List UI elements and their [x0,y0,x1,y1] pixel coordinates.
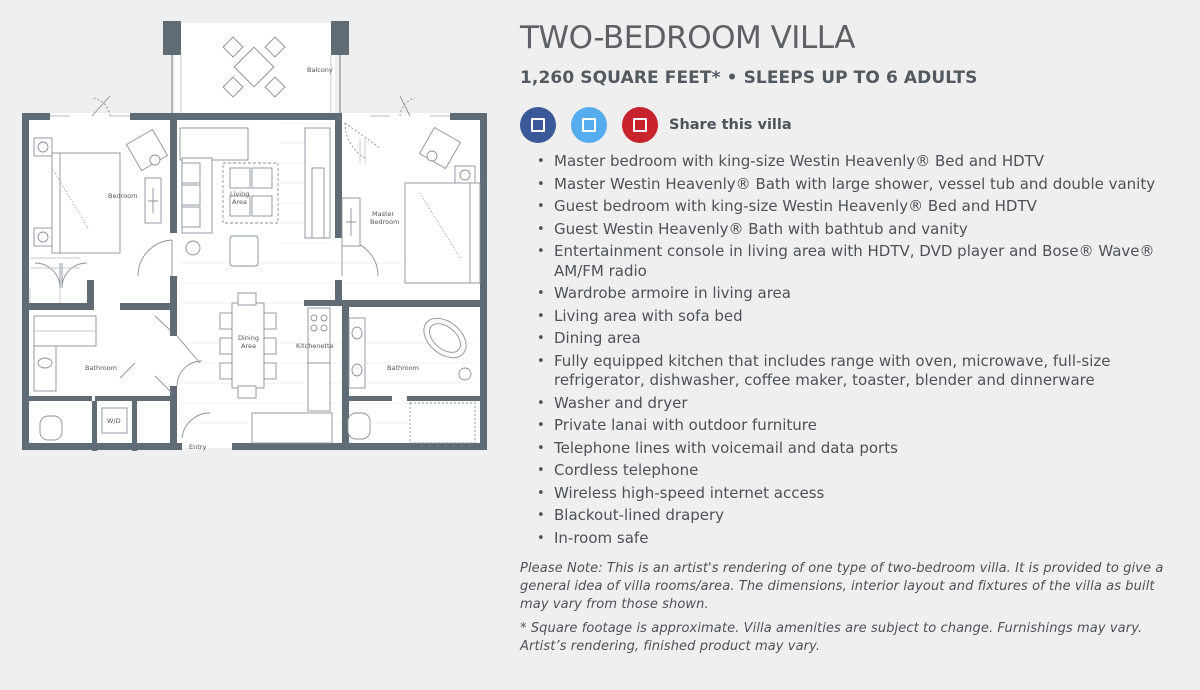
list-item: • Fully equipped kitchen that includes range with oven, microwave, full-size refrigerator, dishwasher, coffee maker, toaster, blender and dinnerware [537,352,1177,391]
list-item: • Telephone lines with voicemail and data ports [537,439,1177,459]
list-item: • Wardrobe armoire in living area [537,284,1177,304]
list-item: • Cordless telephone [537,461,1177,481]
share-row [520,106,1190,144]
living-area-label: Area [232,198,247,206]
square-footage-footnote: * Square footage is approximate. Villa amenities are subject to change. Furnishings may vary. Artist’s rendering, finished product may vary. [520,621,1143,654]
feature-list [520,152,1177,548]
twitter-share-button[interactable] [571,107,607,143]
wd-label: W/D [107,417,121,425]
master-bedroom-label: Bedroom [370,218,400,226]
balcony-label: Balcony [307,66,333,74]
list-item: • Blackout-lined drapery [537,506,1177,526]
master-label: Master [372,210,395,218]
facebook-share-button[interactable] [520,107,556,143]
bedroom-label: Bedroom [108,192,138,200]
pinterest-share-button[interactable] [622,107,658,143]
list-item: • Private lanai with outdoor furniture [537,416,1177,436]
list-item: • Washer and dryer [537,394,1177,414]
list-item: • Dining area [537,329,1177,349]
villa-info [520,18,1190,656]
living-label: Living [230,190,250,198]
disclaimer-note: Please Note: This is an artist's rendering of one type of two-bedroom villa. It is provided to give a general idea of villa rooms/area. The dimensions, interior layout and fixtures of the villa as built may vary from those shown. [520,561,1164,612]
list-item: • Entertainment console in living area with HDTV, DVD player and Bose® Wave® AM/FM radio [537,242,1177,281]
list-item: • Guest Westin Heavenly® Bath with bathtub and vanity [537,220,1177,240]
dining-area-label: Area [241,342,256,350]
villa-subtitle: 1,260 SQUARE FEET* • SLEEPS UP TO 6 ADULTS [520,68,978,88]
bathroom-left-label: Bathroom [85,364,117,372]
list-item: • Master bedroom with king-size Westin Heavenly® Bed and HDTV [537,152,1177,172]
share-label: Share this villa [669,117,792,133]
floor-plan [20,18,490,456]
list-item: • Wireless high-speed internet access [537,484,1177,504]
twitter-icon [582,118,596,132]
list-item: • In-room safe [537,529,1177,549]
list-item: • Living area with sofa bed [537,307,1177,327]
kitchenette-label: Kitchenette [296,342,334,350]
list-item: • Guest bedroom with king-size Westin Heavenly® Bed and HDTV [537,197,1177,217]
entry-label: Entry [189,443,207,451]
page-title: TWO-BEDROOM VILLA [520,20,855,56]
pinterest-icon [633,118,647,132]
bathroom-right-label: Bathroom [387,364,419,372]
facebook-icon [531,118,545,132]
dining-label: Dining [238,334,259,342]
list-item: • Master Westin Heavenly® Bath with large shower, vessel tub and double vanity [537,175,1177,195]
